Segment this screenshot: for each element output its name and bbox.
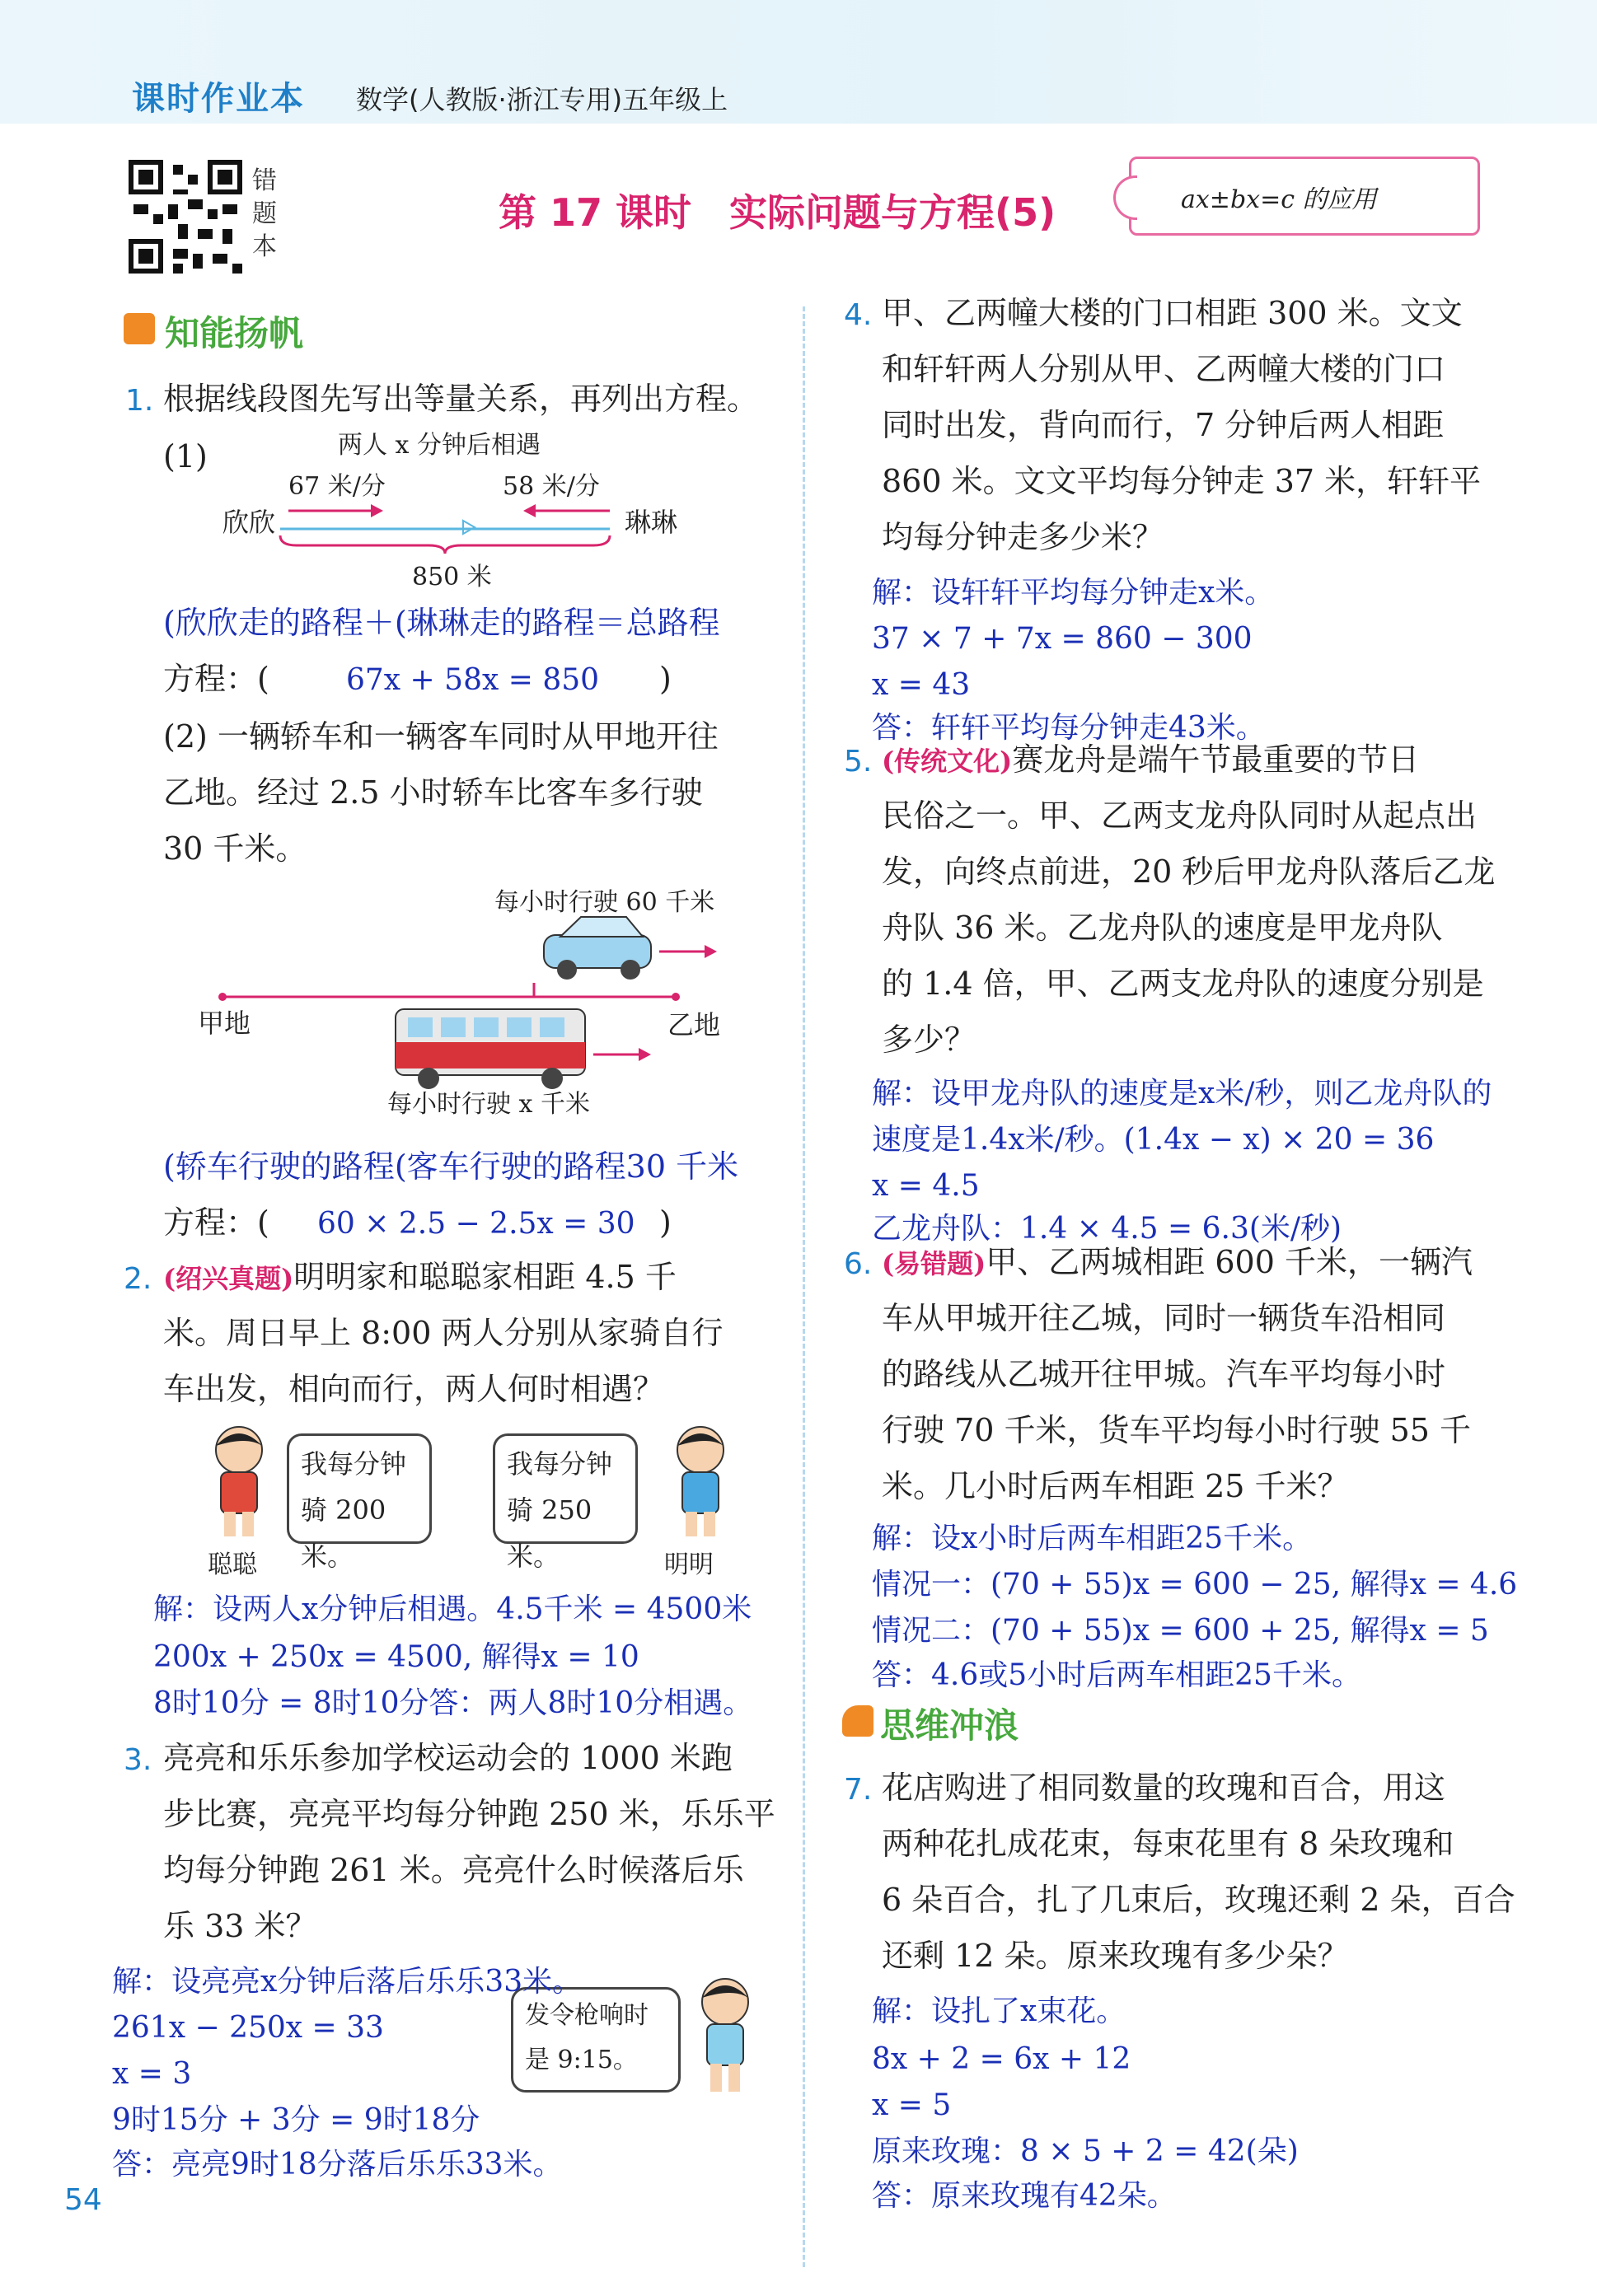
q7-number: 7. — [844, 1773, 873, 1807]
boy-liangliang-icon — [684, 1973, 766, 2105]
place-from: 甲地 — [198, 1008, 251, 1039]
q1-eq1-label: 方程：( — [163, 661, 269, 697]
section-heading-1: 知能扬帆 — [165, 313, 304, 353]
name-congcong: 聪聪 — [208, 1550, 257, 1579]
q4-line4: 860 米。文文平均每分钟走 37 米，轩轩平 — [882, 463, 1482, 499]
q7-answer-2[interactable]: 8x + 2 = 6x + 12 — [872, 2042, 1131, 2076]
diagram-name-a: 欣欣 — [222, 507, 276, 538]
q2-line2: 米。周日早上 8:00 两人分别从家骑自行 — [163, 1315, 724, 1351]
q5-line4: 舟队 36 米。乙龙舟队的速度是甲龙舟队 — [882, 910, 1443, 946]
q1-eq2-close: ) — [659, 1204, 672, 1241]
name-mingming: 明明 — [664, 1550, 714, 1579]
lesson-title: 第 17 课时 实际问题与方程(5) — [499, 190, 1056, 235]
topic-tag: ax±bx=c 的应用 — [1129, 157, 1480, 236]
diagram-total: 850 米 — [412, 563, 492, 592]
arrow-b-head — [523, 504, 536, 517]
q3-answer-5[interactable]: 答：亮亮9时18分落后乐乐33米。 — [112, 2148, 563, 2181]
q1-number: 1. — [125, 384, 154, 418]
q4-number: 4. — [844, 298, 873, 332]
q5-line3: 发，向终点前进，20 秒后甲龙舟队落后乙龙 — [882, 853, 1496, 890]
q6-line5: 米。几小时后两车相距 25 千米？ — [882, 1468, 1349, 1504]
bubble-mingming: 我每分钟 骑 250 米。 — [493, 1433, 638, 1544]
q3-line4: 乐 33 米？ — [163, 1908, 317, 1944]
q1-eq2-label: 方程：( — [163, 1204, 269, 1241]
q1-eq1-close: ) — [659, 661, 672, 697]
section-wave-icon — [842, 1705, 873, 1737]
q1-part2-line2: 乙地。经过 2.5 小时轿车比客车多行驶 — [163, 774, 703, 811]
bubble-start-time: 发令枪响时 是 9:15。 — [511, 1987, 681, 2093]
q1-relation-2: (轿车行驶的路程(客车行驶的路程30 千米 — [163, 1148, 739, 1185]
q4-line1: 甲、乙两幢大楼的门口相距 300 米。文文 — [882, 295, 1463, 331]
q6-number: 6. — [844, 1247, 873, 1281]
q2-answer-1[interactable]: 解：设两人x分钟后相遇。4.5千米 = 4500米 — [153, 1592, 752, 1626]
meet-flag — [463, 521, 475, 534]
q4-answer-4[interactable]: 答：轩轩平均每分钟走43米。 — [872, 711, 1266, 745]
q5-line1: (传统文化)赛龙舟是端午节最重要的节日 — [882, 741, 1420, 778]
bubble-congcong: 我每分钟 骑 200 米。 — [287, 1433, 432, 1544]
car-icon — [544, 917, 651, 980]
q4-line2: 和轩轩两人分别从甲、乙两幢大楼的门口 — [882, 351, 1446, 387]
bus-icon — [396, 1009, 585, 1089]
q1-part1-label: (1) — [163, 438, 208, 475]
q4-answer-3[interactable]: x = 43 — [872, 668, 971, 702]
q1-part2-line3: 30 千米。 — [163, 830, 307, 867]
place-to: 乙地 — [667, 1009, 721, 1040]
brand-title: 课时作业本 — [132, 80, 305, 118]
boy-congcong-icon — [198, 1421, 280, 1545]
book-subtitle: 数学(人教版·浙江专用)五年级上 — [356, 84, 728, 115]
q5-answer-1[interactable]: 解：设甲龙舟队的速度是x米/秒，则乙龙舟队的 — [872, 1077, 1492, 1111]
section-heading-2: 思维冲浪 — [880, 1705, 1019, 1746]
q7-answer-4[interactable]: 原来玫瑰：8 × 5 + 2 = 42(朵) — [872, 2135, 1299, 2168]
qr-code-icon[interactable] — [124, 155, 247, 278]
q5-line6: 多少？ — [882, 1022, 976, 1058]
q3-line1: 亮亮和乐乐参加学校运动会的 1000 米跑 — [163, 1740, 733, 1776]
q5-line5: 的 1.4 倍，甲、乙两支龙舟队的速度分别是 — [882, 966, 1484, 1002]
q3-number: 3. — [124, 1743, 152, 1777]
q5-answer-3[interactable]: x = 4.5 — [872, 1169, 980, 1203]
q4-answer-1[interactable]: 解：设轩轩平均每分钟走x米。 — [872, 576, 1275, 610]
q3-answer-4[interactable]: 9时15分 + 3分 = 9时18分 — [112, 2103, 480, 2137]
q3-answer-1[interactable]: 解：设亮亮x分钟后落后乐乐33米。 — [112, 1965, 583, 1999]
q1-eq1[interactable]: 67x + 58x = 850 — [346, 663, 600, 697]
q5-number: 5. — [844, 745, 873, 779]
q4-line3: 同时出发，背向而行，7 分钟后两人相距 — [882, 407, 1445, 443]
q6-answer-3[interactable]: 情况二：(70 + 55)x = 600 + 25, 解得x = 5 — [872, 1614, 1489, 1648]
q1-text: 根据线段图先写出等量关系，再列出方程。 — [163, 381, 759, 417]
boy-mingming-icon — [659, 1421, 742, 1545]
q5-answer-4[interactable]: 乙龙舟队：1.4 × 4.5 = 6.3(米/秒) — [872, 1212, 1342, 1246]
q3-line3: 均每分钟跑 261 米。亮亮什么时候落后乐 — [163, 1852, 744, 1888]
q1-relation-1: (欣欣走的路程＋(琳琳走的路程＝总路程 — [163, 605, 720, 641]
total-brace — [280, 535, 610, 554]
q3-answer-3[interactable]: x = 3 — [112, 2057, 192, 2091]
q3-answer-2[interactable]: 261x − 250x = 33 — [112, 2011, 384, 2045]
q6-answer-2[interactable]: 情况一：(70 + 55)x = 600 − 25, 解得x = 4.6 — [872, 1568, 1518, 1602]
q6-line3: 的路线从乙城开往甲城。汽车平均每小时 — [882, 1356, 1446, 1392]
q6-line4: 行驶 70 千米，货车平均每小时行驶 55 千 — [882, 1412, 1472, 1448]
q7-line4: 还剩 12 朵。原来玫瑰有多少朵？ — [882, 1938, 1349, 1974]
q2-answer-2[interactable]: 200x + 250x = 4500, 解得x = 10 — [153, 1640, 639, 1674]
q2-number: 2. — [124, 1262, 152, 1296]
diagram-meet-label: 两人 x 分钟后相遇 — [338, 431, 541, 460]
column-divider — [803, 306, 805, 2267]
car-speed-label: 每小时行驶 60 千米 — [494, 888, 715, 917]
q6-answer-1[interactable]: 解：设x小时后两车相距25千米。 — [872, 1522, 1313, 1555]
q7-answer-3[interactable]: x = 5 — [872, 2088, 952, 2122]
q1-eq2[interactable]: 60 × 2.5 − 2.5x = 30 — [317, 1207, 635, 1241]
q7-answer-1[interactable]: 解：设扎了x束花。 — [872, 1994, 1126, 2028]
q2-line3: 车出发，相向而行，两人何时相遇？ — [163, 1371, 665, 1407]
q5-line2: 民俗之一。甲、乙两支龙舟队同时从起点出 — [882, 797, 1478, 834]
q3-line2: 步比赛，亮亮平均每分钟跑 250 米，乐乐平 — [163, 1796, 775, 1832]
qr-label: 错 题 本 — [252, 166, 277, 261]
section-flag-icon — [124, 313, 155, 344]
q1-part2-line1: (2) 一辆轿车和一辆客车同时从甲地开往 — [163, 718, 719, 755]
q2-answer-3[interactable]: 8时10分 = 8时10分答：两人8时10分相遇。 — [153, 1686, 753, 1720]
q7-answer-5[interactable]: 答：原来玫瑰有42朵。 — [872, 2179, 1177, 2213]
q7-line2: 两种花扎成花束，每束花里有 8 朵玫瑰和 — [882, 1826, 1454, 1862]
diagram-speed-b: 58 米/分 — [503, 472, 600, 501]
diagram-name-b: 琳琳 — [625, 507, 678, 538]
diagram-speed-a: 67 米/分 — [288, 472, 386, 501]
q4-answer-2[interactable]: 37 × 7 + 7x = 860 − 300 — [872, 622, 1253, 656]
page-number: 54 — [64, 2183, 102, 2217]
q7-line1: 花店购进了相同数量的玫瑰和百合，用这 — [882, 1770, 1446, 1806]
q6-line2: 车从甲城开往乙城，同时一辆货车沿相同 — [882, 1300, 1446, 1336]
bus-speed-label: 每小时行驶 x 千米 — [387, 1090, 590, 1116]
q6-line1: (易错题)甲、乙两城相距 600 千米，一辆汽 — [882, 1244, 1473, 1280]
arrow-a-head — [371, 504, 383, 517]
car-bus-diagram — [198, 877, 742, 1116]
q5-answer-2[interactable]: 速度是1.4x米/秒。(1.4x − x) × 20 = 36 — [872, 1123, 1435, 1157]
q7-line3: 6 朵百合，扎了几束后，玫瑰还剩 2 朵，百合 — [882, 1882, 1515, 1918]
q6-answer-4[interactable]: 答：4.6或5小时后两车相距25千米。 — [872, 1658, 1361, 1692]
q4-line5: 均每分钟走多少米？ — [882, 519, 1164, 555]
q2-line1: (绍兴真题)明明家和聪聪家相距 4.5 千 — [163, 1259, 677, 1295]
